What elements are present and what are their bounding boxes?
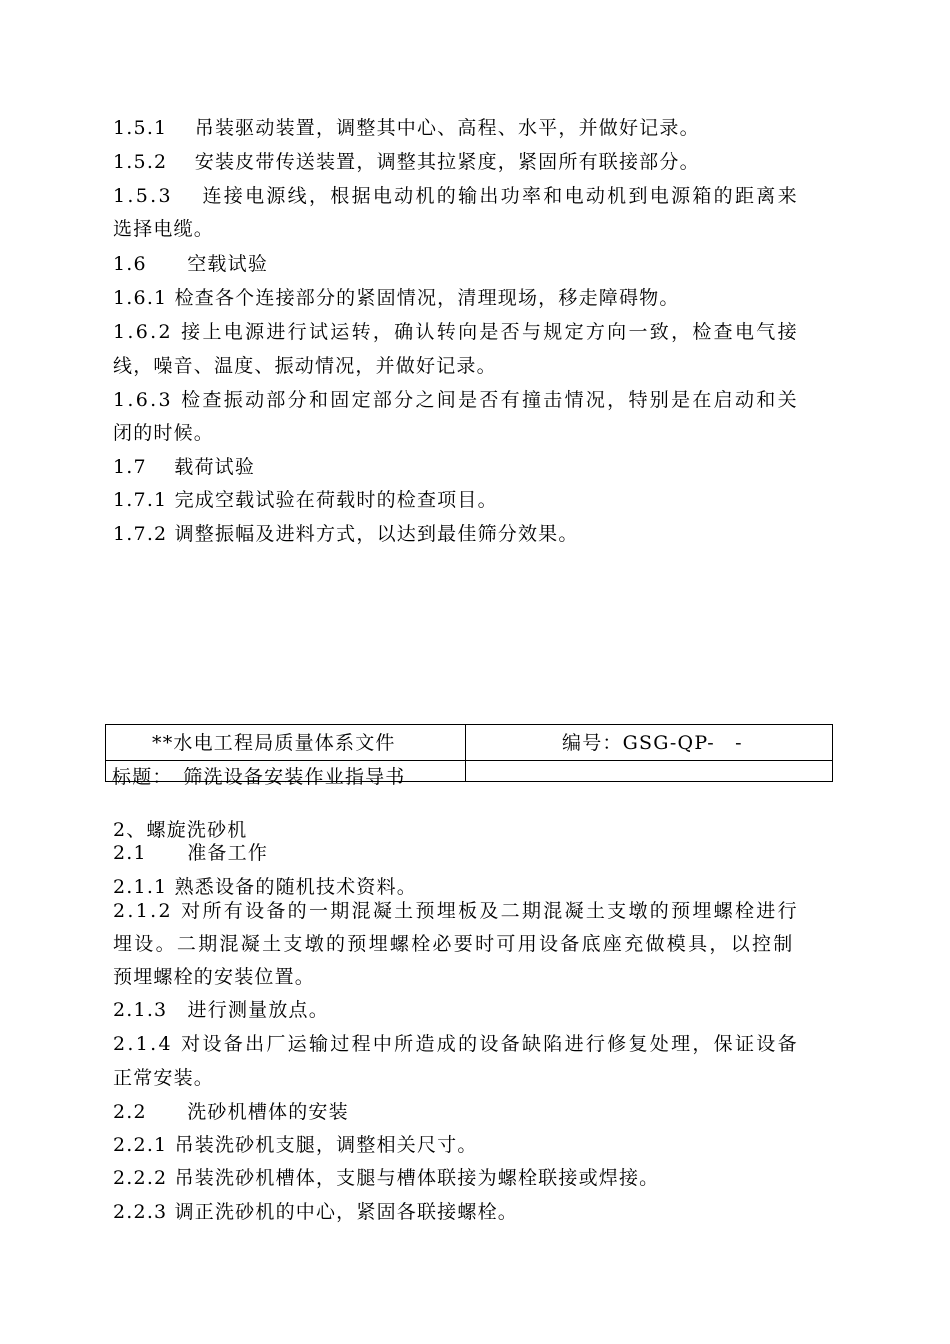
paragraph-line: 2.2.1 吊装洗砂机支腿，调整相关尺寸。 xyxy=(113,1134,478,1156)
document-title: 标题： 筛洗设备安装作业指导书 xyxy=(112,766,406,788)
paragraph-line: 1.5.2 安装皮带传送装置，调整其拉紧度，紧固所有联接部分。 xyxy=(113,151,700,173)
paragraph-line: 2.1.4 对设备出厂运输过程中所造成的设备缺陷进行修复处理，保证设备 xyxy=(113,1033,799,1055)
paragraph-line: 1.6.3 检查振动部分和固定部分之间是否有撞击情况，特别是在启动和关 xyxy=(113,389,799,411)
paragraph-line: 1.6.1 检查各个连接部分的紧固情况，清理现场，移走障碍物。 xyxy=(113,287,680,309)
section-heading: 1.6 空载试验 xyxy=(113,253,269,275)
paragraph-line: 选择电缆。 xyxy=(113,218,215,240)
paragraph-line: 1.5.3 连接电源线，根据电动机的输出功率和电动机到电源箱的距离来 xyxy=(113,185,799,207)
paragraph-line: 1.6.2 接上电源进行试运转，确认转向是否与规定方向一致，检查电气接 xyxy=(113,321,799,343)
table-row-divider xyxy=(106,760,832,761)
paragraph-line: 预埋螺栓的安装位置。 xyxy=(113,966,316,988)
table-column-divider xyxy=(465,725,466,781)
paragraph-line: 正常安装。 xyxy=(113,1067,215,1089)
paragraph-line: 2.1.2 对所有设备的一期混凝土预埋板及二期混凝土支墩的预埋螺栓进行 xyxy=(113,900,799,922)
chapter-heading: 2、螺旋洗砂机 xyxy=(113,819,248,841)
paragraph-line: 2.1.1 熟悉设备的随机技术资料。 xyxy=(113,876,417,898)
document-header-table xyxy=(105,724,833,788)
document-number: 编号：GSG-QP- - xyxy=(562,732,743,754)
company-document-label: **水电工程局质量体系文件 xyxy=(152,732,396,754)
paragraph-line: 2.2.2 吊装洗砂机槽体，支腿与槽体联接为螺栓联接或焊接。 xyxy=(113,1167,660,1189)
paragraph-line: 2.2.3 调正洗砂机的中心，紧固各联接螺栓。 xyxy=(113,1201,518,1223)
paragraph-line: 2.1.3 进行测量放点。 xyxy=(113,999,329,1021)
section-heading: 2.1 准备工作 xyxy=(113,842,269,864)
paragraph-line: 1.7.2 调整振幅及进料方式，以达到最佳筛分效果。 xyxy=(113,523,579,545)
paragraph-line: 线，噪音、温度、振动情况，并做好记录。 xyxy=(113,355,497,377)
paragraph-line: 1.5.1 吊装驱动装置，调整其中心、高程、水平，并做好记录。 xyxy=(113,117,700,139)
paragraph-line: 1.7.1 完成空载试验在荷载时的检查项目。 xyxy=(113,489,498,511)
section-heading: 2.2 洗砂机槽体的安装 xyxy=(113,1101,349,1123)
section-heading: 1.7 载荷试验 xyxy=(113,456,256,478)
paragraph-line: 闭的时候。 xyxy=(113,422,215,444)
paragraph-line: 埋设。二期混凝土支墩的预埋螺栓必要时可用设备底座充做模具，以控制 xyxy=(113,933,795,955)
